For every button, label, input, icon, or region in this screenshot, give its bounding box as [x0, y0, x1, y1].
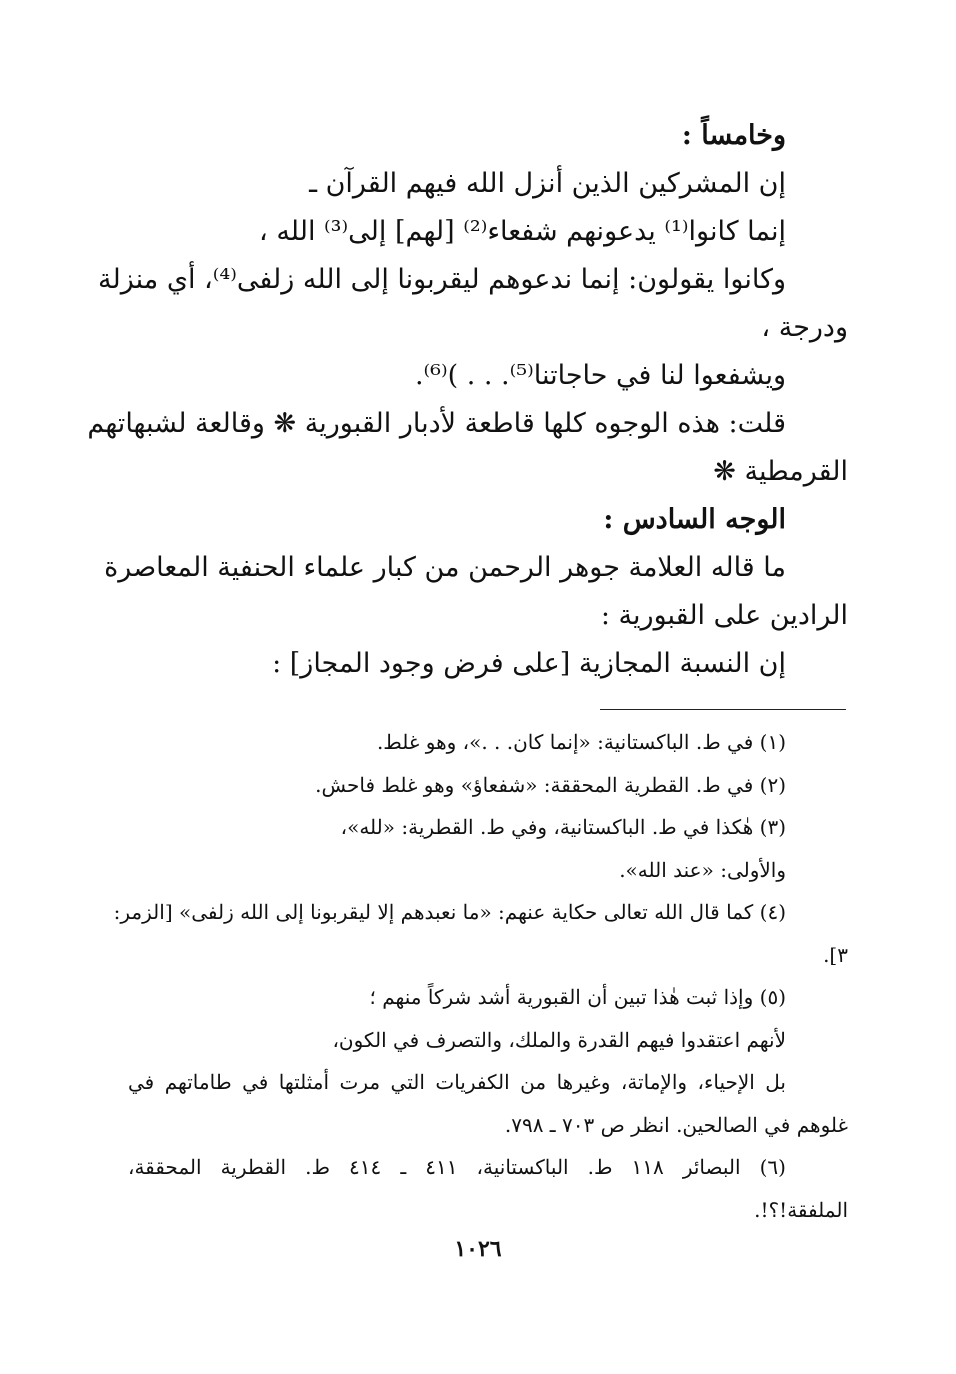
- footnote-line: (٤) كما قال الله تعالى حكاية عنهم: «ما نعبدهم إلا ليقربونا إلى الله زلفى» [الزمر:: [113, 900, 786, 924]
- footnote-line: (٥) وإذا ثبت هٰذا تبين أن القبورية أشد شركاً منهم ؛: [369, 985, 786, 1009]
- footnote-line: (٦) البصائر ١١٨ ط. الباكستانية، ٤١١ ـ ٤١٤ ط. القطرية المحققة،: [128, 1155, 786, 1179]
- main-line: القرمطية ❋: [713, 456, 848, 487]
- main-line: ما قاله العلامة جوهر الرحمن من كبار علماء الحنفية المعاصرة: [104, 552, 786, 583]
- footnote-line: غلوهم في الصالحين. انظر ص ٧٠٣ ـ ٧٩٨.: [504, 1112, 848, 1137]
- footnote-line: الملفقة!؟!.: [754, 1197, 848, 1222]
- main-line: وكانوا يقولون: إنما ندعوهم ليقربونا إلى الله زلفى⁽⁴⁾، أي منزلة: [98, 264, 786, 295]
- main-line: ويشفعوا لنا في حاجاتنا⁽⁵⁾. . . )⁽⁶⁾.: [414, 360, 786, 391]
- footnote-line: ٣].: [823, 942, 848, 967]
- footnote-line: لأنهم اعتقدوا فيهم القدرة والملك، والتصرف في الكون،: [332, 1027, 786, 1052]
- main-line: إن المشركين الذين أنزل الله فيهم القرآن ـ: [309, 168, 786, 199]
- footnote-divider: [600, 709, 846, 710]
- footnotes: [113, 721, 848, 1231]
- main-text: [87, 112, 848, 688]
- footnote-line: بل الإحياء، والإماتة، وغيرها من الكفريات التي مرت أمثلتها في طاماتهم في: [128, 1070, 786, 1094]
- main-line: الرادين على القبورية :: [600, 600, 848, 631]
- main-line: ودرجة ،: [761, 312, 848, 343]
- footnote-line: (٣) هٰكذا في ط. الباكستانية، وفي ط. القطرية: «لله»،: [340, 815, 786, 839]
- main-line: الوجه السادس :: [603, 504, 786, 535]
- footnote-line: والأولى: «عند الله».: [619, 857, 786, 882]
- main-line: قلت: هذه الوجوه كلها قاطعة لأدبار القبورية ❋ وقالعة لشبهاتهم: [87, 408, 786, 439]
- main-line: وخامساً :: [681, 120, 786, 151]
- main-line: إن النسبة المجازية [على فرض وجود المجاز] :: [272, 648, 786, 679]
- main-line: إنما كانوا⁽¹⁾ يدعونهم شفعاء⁽²⁾ [لهم] إلى⁽³⁾ الله ،: [259, 216, 786, 247]
- footnote-line: (١) في ط. الباكستانية: «إنما كان. . .»، وهو غلط.: [376, 730, 786, 754]
- footnote-line: (٢) في ط. القطرية المحققة: «شفعاؤ» وهو غلط فاحش.: [315, 772, 786, 797]
- page-number: ١٠٢٦: [454, 1236, 502, 1262]
